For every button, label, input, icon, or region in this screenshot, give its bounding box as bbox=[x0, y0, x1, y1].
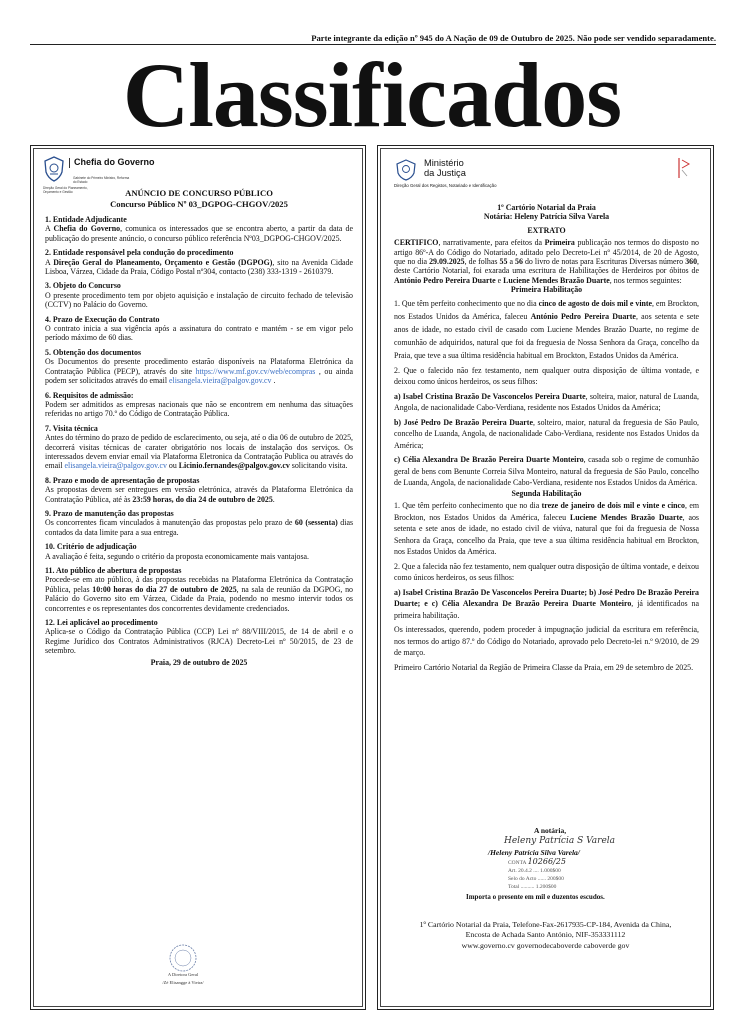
text: , nos termos seguintes: bbox=[609, 275, 682, 285]
extract-text bbox=[394, 203, 699, 673]
email-link[interactable]: elisangela.vieira@palgov.gov.cv bbox=[169, 376, 272, 386]
signature-name: /Heleny Patrícia Silva Varela/ bbox=[488, 848, 580, 857]
section-1 bbox=[45, 215, 353, 243]
import-note: Importa o presente em mil e duzentos escudos. bbox=[466, 893, 605, 901]
text: CERTIFICO bbox=[394, 238, 439, 248]
signing-date: Praia, 29 de outubro de 2025 bbox=[150, 657, 248, 667]
text: , solteiro, maior, natural da freguesia de São Paulo, concelho de Luanda, Angola, de nacionalidade Cabo-Verdiana, residente nos Estados Unidos da América; bbox=[394, 417, 699, 450]
notary-footer bbox=[398, 920, 693, 951]
text: ou bbox=[166, 461, 179, 471]
text: , narrativamente, para efeitos da bbox=[438, 238, 545, 248]
text: solicitando visita. bbox=[289, 461, 348, 471]
deceased-name: Luciene Mendes Brazão Duarte bbox=[570, 512, 683, 522]
fee-value: 1.200$00 bbox=[535, 884, 557, 890]
deceased-name: Luciene Mendes Brazão Duarte bbox=[503, 275, 610, 285]
section-heading: 1. Entidade Adjudicante bbox=[45, 215, 127, 224]
text: A bbox=[45, 224, 54, 234]
text: , em Brockton, nos Estados Unidos da América, faleceu bbox=[394, 501, 699, 522]
email-contact: Licinio.fernandes@palgov.gov.cv bbox=[178, 461, 290, 471]
section-body: A avaliação é feita, segundo o critério da proposta economicamente mais vantajosa. bbox=[45, 551, 310, 561]
section-10 bbox=[45, 542, 353, 561]
text: treze de janeiro de dois mil e vinte e cinco bbox=[541, 501, 685, 511]
section-11 bbox=[45, 566, 353, 613]
section-12 bbox=[45, 618, 353, 656]
registry-emblem-icon bbox=[677, 156, 691, 180]
edition-note: Parte integrante da edição nº 945 do A Nação de 09 de Outubro de 2025. Não pode ser vendido separadamente. bbox=[311, 33, 716, 43]
ministry-line2: da Justiça bbox=[424, 168, 466, 178]
section-8 bbox=[45, 476, 353, 504]
section-heading: 7. Visita técnica bbox=[45, 423, 98, 433]
text: Antes do término do prazo de pedido de esclarecimento, ou seja, até o dia 06 de outubro de 2025, decorrerá visitas técnicas de carater obrigatório nos locais de instalação dos serviços. Os interessados devem enviar email via Plataforma Eletronica da Contratação Publica ou através do email bbox=[45, 433, 353, 471]
section-4 bbox=[45, 315, 353, 343]
section-heading: 9. Prazo de manutenção das propostas bbox=[45, 508, 174, 518]
deed-date: 29.09.2025 bbox=[429, 257, 465, 267]
coat-of-arms-icon bbox=[43, 156, 65, 182]
text: . bbox=[272, 494, 275, 504]
heirs-intro: 2. Que o falecido não fez testamento, nem qualquer outra disposição de última vontade, e deixou como únicos herdeiros, os seus filhos: bbox=[394, 365, 699, 387]
ministry-line1: Ministério bbox=[424, 158, 464, 168]
fee-row bbox=[508, 858, 628, 867]
fee-label: CONTA bbox=[508, 860, 527, 866]
deceased-name: António Pedro Pereira Duarte bbox=[530, 311, 636, 321]
heir-name: c) Célia Alexandra De Brazão Pereira Duarte Monteiro bbox=[394, 455, 584, 465]
section-body: Aplica-se o Código da Contratação Pública (CCP) Lei nº 88/VIII/2015, de 14 de abril e o Regime Jurídico dos Contratos Administrativos (RJCA) Decreto-Lei nº 50/2015, de 23 de setembro. bbox=[45, 627, 353, 656]
text: 1. Que têm perfeito conhecimento que no dia bbox=[394, 501, 542, 511]
section-heading: 5. Obtenção dos documentos bbox=[45, 347, 142, 357]
second-habilitation-heading: Segunda Habilitação bbox=[511, 488, 582, 498]
text: , aos setenta e sete anos de idade, no estado civil de casado com Luciene Mendes Brazão Duarte, no regime de comunhão de adquiridos, natural que foi da freguesia de Nossa Senhora da Graça, concelho da Praia, que teve a sua última residência habitual em Brockton, Estados Unidos da América. bbox=[394, 311, 700, 360]
tender-text bbox=[45, 188, 353, 667]
fee-value: 1.000$00 bbox=[540, 868, 561, 874]
text: Os Documentos do presente procedimento estarão disponíveis na Plataforma Eletrónica da Contratação Pública (PECP), através do site bbox=[45, 357, 353, 376]
signature-script: Heleny Patrícia S Varela bbox=[504, 836, 616, 846]
text: 55 bbox=[499, 257, 508, 267]
fee-label: Selo do Acto ...... bbox=[508, 876, 547, 882]
text: A bbox=[45, 257, 54, 267]
text: e bbox=[495, 275, 504, 285]
fee-value: 10266/25 bbox=[527, 857, 566, 866]
section-body: O presente procedimento tem por objeto aquisição e instalação de circuito fechado de televisão (CCTV) no Palácio do Governo. bbox=[45, 290, 353, 310]
text: , deste Cartório Notarial, foi exarada uma escritura de Habilitações de Herdeiros por óbitos de bbox=[394, 257, 700, 276]
footer-line: www.governo.cv governodecaboverde caboverde gov bbox=[461, 940, 630, 950]
text: 56 bbox=[515, 257, 523, 267]
section-body: O contrato inicia a sua vigência após a assinatura do contrato e mantém - se em vigor pelo período máximo de 60 dias. bbox=[45, 324, 353, 343]
notary-name: Notária: Heleny Patrícia Silva Varela bbox=[483, 212, 610, 222]
fee-value: 200$00 bbox=[547, 876, 564, 882]
heir-name: a) Isabel Cristina Brazão De Vasconcelos Pereira Duarte bbox=[394, 391, 586, 401]
notary-label: A notária, bbox=[534, 826, 567, 835]
ministry-name bbox=[424, 158, 466, 178]
text: , ou ainda podem ser solicitados através do email bbox=[45, 366, 353, 386]
section-heading: 10. Critério de adjudicação bbox=[45, 542, 137, 552]
text: , comunica os interessados que se encontra aberto, a partir da data de publicação do presente anúncio, o concurso público referência Nº03_DGPOG-CHGOV/2025. bbox=[45, 224, 353, 243]
text: Os concorrentes ficam vinculados à manutenção das propostas pelo prazo de bbox=[45, 518, 295, 528]
section-heading: 2. Entidade responsável pela condução do procedimento bbox=[45, 248, 234, 258]
text: , aos setenta e sete anos de idade, no estado civil de viúva, natural que foi da freguesia de Nossa Senhora da Graça, concelho da Praia, que teve a sua última residência habitual em Brockton, nos Estados Unidos da América. bbox=[394, 512, 700, 557]
first-habilitation-heading: Primeira Habilitação bbox=[510, 285, 583, 295]
section-7 bbox=[45, 424, 353, 471]
fee-row bbox=[508, 883, 628, 891]
notary-office: 1º Cartório Notarial da Praia bbox=[497, 203, 596, 212]
text: . bbox=[271, 376, 276, 386]
challenge-notice: Os interessados, querendo, podem proceder à impugnação judicial da escritura em referência, nos termos do artigo 87.º do Código do Notariado, aprovado pelo Decreto-lei n.º 9/2010, de 29 de março. bbox=[394, 625, 699, 658]
text: , já identificados na primeira habilitação. bbox=[394, 599, 699, 620]
section-heading: 4. Prazo de Execução do Contrato bbox=[45, 314, 160, 324]
chefia-logo-sub1: Gabinete do Primeiro Ministro, Reforma do Estado bbox=[73, 176, 130, 184]
fee-label: Art. 20.4.2 .... bbox=[508, 868, 539, 874]
section-heading: 3. Objeto do Concurso bbox=[45, 281, 121, 291]
heirs-intro: 2. Que a falecida não fez testamento, nem qualquer outra disposição de última vontade, e deixou como únicos herdeiros, os seus filhos: bbox=[394, 561, 699, 583]
section-5 bbox=[45, 348, 353, 386]
fee-row bbox=[508, 867, 628, 875]
entity-name: Chefia do Governo bbox=[53, 224, 121, 234]
section-heading: 6. Requisitos de admissão: bbox=[45, 390, 134, 400]
text: As propostas devem ser entregues em versão eletrónica, através da Plataforma Eletrónica da Contratação Pública, até às bbox=[45, 485, 353, 504]
section-heading: 8. Prazo e modo de apresentação de propostas bbox=[45, 475, 200, 485]
opening-time: 10:00 horas do dia 27 de outubro de 2025 bbox=[92, 584, 237, 594]
extract-title: EXTRATO bbox=[527, 225, 566, 235]
text: , na sala de reunião da DGPOG, no Palácio do Governo sito em Várzea, Cidade da Praia, podendo no mesmo intervir todos os concorrentes e os representantes dos concorrentes devidamente credenciados. bbox=[45, 584, 353, 613]
ecompras-link[interactable]: https://www.mf.gov.cv/web/ecompras bbox=[195, 366, 316, 376]
tender-reference: Concurso Público Nº 03_DGPOG-CHGOV/2025 bbox=[110, 198, 288, 209]
notary-extract-panel bbox=[377, 145, 714, 1010]
text: 1. Que têm perfeito conhecimento que no dia bbox=[394, 298, 539, 308]
heir-name: b) José Pedro De Brazão Pereira Duarte bbox=[394, 417, 533, 427]
heir-names: a) Isabel Cristina Brazão De Vasconcelos Pereira Duarte; b) José Pedro De Brazão Pereira Duarte; e c) Célia Alexandra De Brazão Pereira Duarte Monteiro bbox=[394, 587, 699, 609]
entity-name: Direção Geral do Planeamento, Orçamento e Gestão (DGPOG) bbox=[53, 257, 273, 267]
fee-row bbox=[508, 875, 628, 883]
text: cinco de agosto de dois mil e vinte bbox=[538, 298, 653, 308]
text: , sito na Avenida Cidade Lisboa, Várzea, Cidade da Praia, Código Postal nº304, contacto (238) 333-1319 - 2610379. bbox=[45, 257, 353, 277]
section-2 bbox=[45, 248, 353, 276]
section-heading: 11. Ato público de abertura de propostas bbox=[45, 566, 182, 575]
text: 360 bbox=[685, 257, 698, 267]
masthead: Classificados bbox=[122, 44, 622, 146]
footer-line: Encosta de Achada Santo António, NIF-353331112 bbox=[465, 930, 626, 940]
chefia-logo-name: Chefia do Governo bbox=[69, 158, 155, 168]
email-link[interactable]: elisangela.vieira@palgov.gov.cv bbox=[64, 461, 167, 471]
text: Procede-se em ato público, à das propostas recebidas na Plataforma Eletrónica da Contratação Pública, pelas bbox=[45, 575, 353, 594]
text: , em Brockton, nos Estados Unidos da América, faleceu bbox=[394, 298, 699, 321]
section-heading: 12. Lei aplicável ao procedimento bbox=[45, 618, 158, 628]
text: , solteira, maior, natural de Luanda, Angola, de nacionalidade Cabo-Verdiana, residente nos Estados Unidos da América; bbox=[394, 391, 699, 413]
text: Primeira bbox=[544, 238, 575, 248]
section-9 bbox=[45, 509, 353, 537]
text: , de folhas bbox=[464, 257, 500, 267]
text: dias contados da data limite para a sua entrega. bbox=[45, 518, 354, 537]
text: do livro de notas para Escrituras Diversas número bbox=[522, 257, 686, 267]
text: publicação nos termos do disposto no artigo 86º-A do Código do Notariado, aditado pelo Decreto-Lei nº 45/2014, de 20 de Agosto, que no dia bbox=[394, 238, 699, 267]
text: a bbox=[507, 257, 516, 267]
stamp-name: /Zé Elisangge à Vieira/ bbox=[162, 980, 204, 985]
section-6 bbox=[45, 391, 353, 419]
official-stamp-icon bbox=[155, 936, 211, 988]
chefia-logo-sub2: Direção Geral do Planeamento, Orçamento e Gestão bbox=[43, 186, 88, 194]
ministry-subtitle: Direção Geral dos Registos, Notariado e Identificação bbox=[394, 183, 497, 188]
duration: 60 (sessenta) bbox=[294, 518, 338, 528]
tender-title: ANÚNCIO DE CONCURSO PÚBLICO bbox=[125, 188, 273, 198]
place-date: Primeiro Cartório Notarial da Região de Primeira Classe da Praia, em 29 de setembro de 2025. bbox=[394, 662, 694, 672]
fee-label: Total .......... bbox=[508, 884, 535, 890]
deadline: 23:59 horas, do dia 24 de outubro de 2025 bbox=[132, 494, 273, 504]
stamp-caption: A Diretora Geral bbox=[167, 972, 199, 977]
tender-notice-panel bbox=[30, 145, 366, 1010]
fee-table bbox=[508, 858, 628, 891]
footer-line: 1º Cartório Notarial da Praia, Telefone-Fax-2617935-CP-184, Avenida da China, bbox=[419, 920, 672, 929]
ministry-emblem-icon bbox=[394, 158, 418, 182]
deceased-name: António Pedro Pereira Duarte bbox=[394, 275, 496, 285]
text: , casada sob o regime de comunhão geral de bens com Benunte Correia Silva Monteiro, natural da freguesia de São Paulo, concelho de Luanda, Angola, de nacionalidade Cabo-Verdiana, residente nos Estados Unidos da América. bbox=[394, 455, 699, 488]
section-3 bbox=[45, 281, 353, 309]
section-body: Podem ser admitidos as empresas nacionais que não se encontrem em nenhuma das situações referidas no artigo 70.º do Código de Contratação Pública. bbox=[45, 399, 353, 419]
